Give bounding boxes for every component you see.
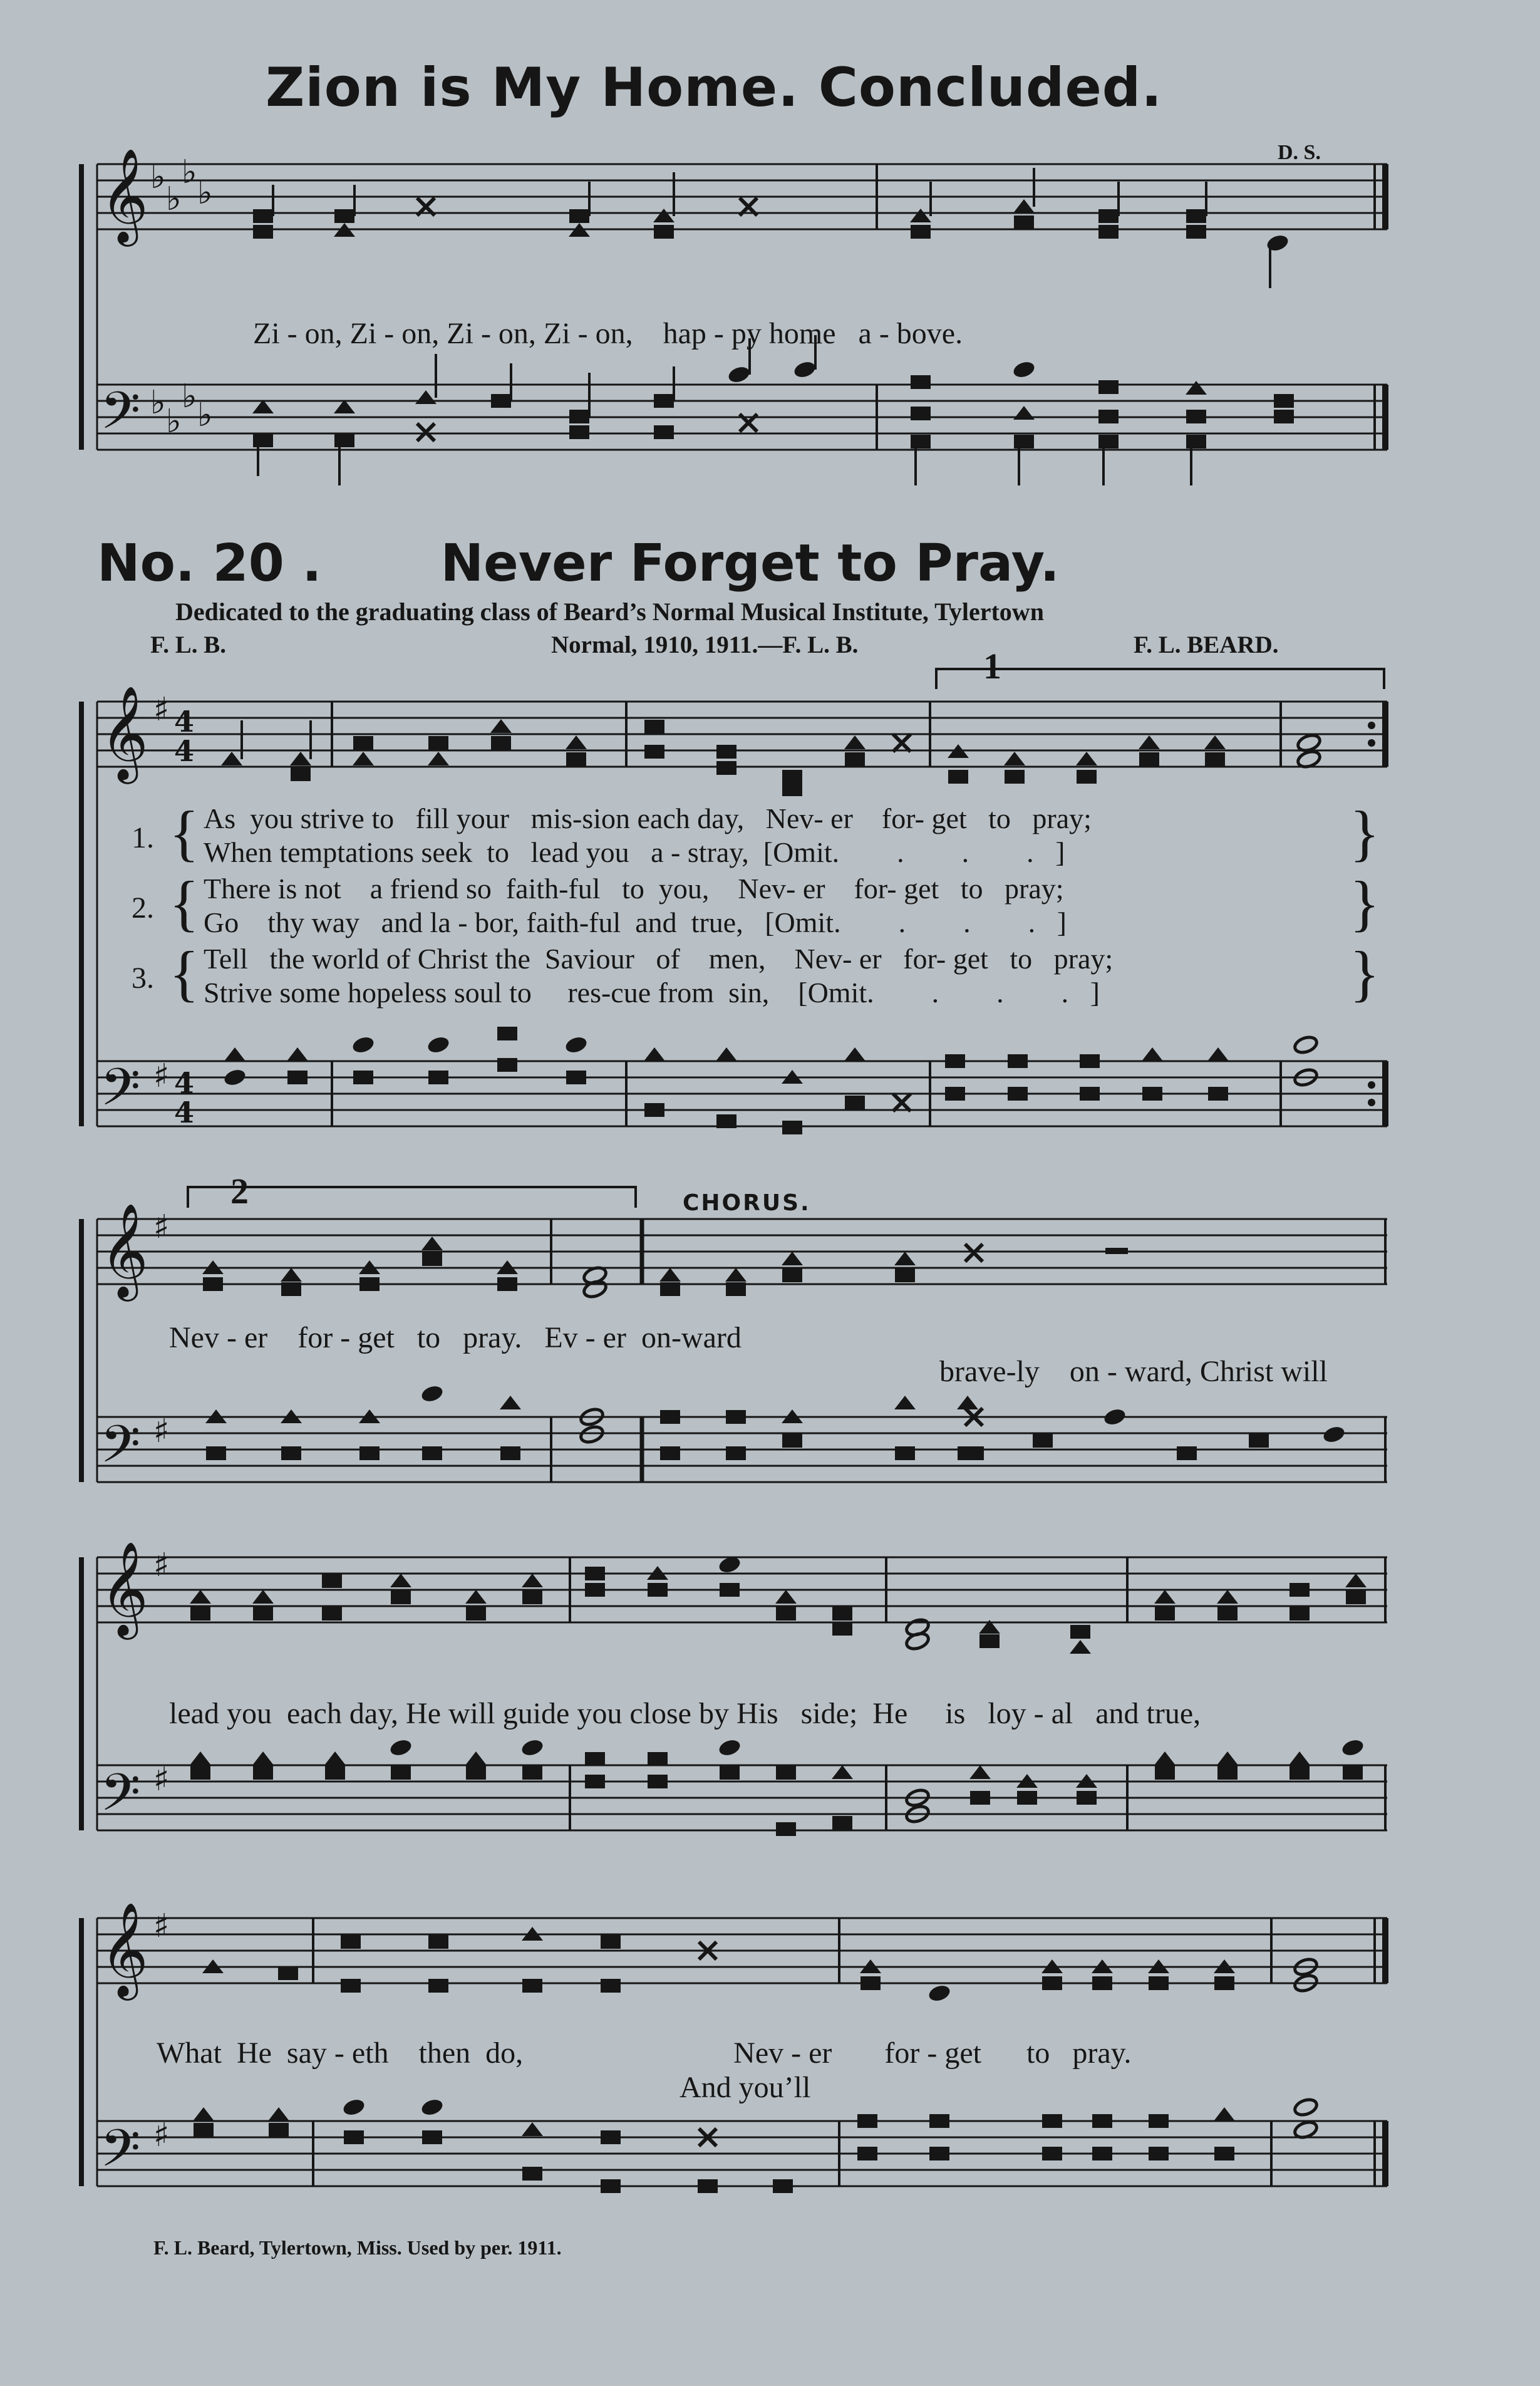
svg-text:♭: ♭	[166, 180, 182, 218]
chorus-label: CHORUS.	[683, 1190, 811, 1216]
sharp-icon: ♯	[153, 1761, 170, 1798]
svg-text:♭: ♭	[197, 397, 213, 434]
treble-clef-icon: 𝄞	[100, 1202, 148, 1297]
system2-bass-words: brave-ly on - ward, Christ will	[939, 1355, 1328, 1388]
sharp-icon: ♯	[153, 1547, 170, 1584]
system1-bass-notes	[222, 1027, 1318, 1134]
treble-clef-icon: 𝄞	[100, 1901, 148, 1996]
sharp-icon: ♯	[153, 1907, 170, 1945]
system3-treble-staff	[97, 1557, 1387, 1622]
hymn-heading	[97, 534, 1060, 593]
svg-text:♭: ♭	[182, 153, 197, 191]
system4-bass-words: And you’ll	[680, 2071, 811, 2104]
treble-clef-icon: 𝄞	[100, 147, 148, 242]
svg-text:♭: ♭	[150, 158, 166, 196]
treble-clef-icon: 𝄞	[100, 1540, 148, 1636]
sharp-icon: ♯	[153, 1208, 170, 1246]
system4-lyrics: What He say - eth then do, Nev - er for - get to pray.	[157, 2036, 1132, 2070]
ending-1-number: 1	[983, 646, 1001, 687]
hymn-title: Never Forget to Pray.	[440, 534, 1060, 593]
svg-text:4: 4	[174, 705, 195, 739]
svg-text:4: 4	[174, 1066, 195, 1100]
svg-text:4: 4	[174, 734, 195, 768]
system3-lyrics: lead you each day, He will guide you close by His side; He is loy - al and true,	[169, 1697, 1201, 1730]
bass-clef-icon: 𝄢	[100, 380, 141, 454]
ending-2-number: 2	[230, 1171, 249, 1211]
svg-text:♭: ♭	[150, 384, 166, 422]
system4-treble-notes	[202, 1927, 1319, 2003]
svg-text:♭: ♭	[166, 403, 182, 440]
system3-treble-notes	[190, 1555, 1367, 1654]
hymn-number: No. 20 .	[97, 534, 322, 593]
credit-middle: Normal, 1910, 1911.—F. L. B.	[551, 631, 859, 658]
system3-bass-notes	[190, 1738, 1365, 1836]
dedication: Dedicated to the graduating class of Beard’s Normal Musical Institute, Tylertown	[175, 598, 1044, 626]
footer-imprint: F. L. Beard, Tylertown, Miss. Used by per. 1911.	[153, 2236, 562, 2259]
sharp-icon: ♯	[153, 1413, 170, 1450]
page-title: Zion is My Home. Concluded.	[265, 56, 1163, 119]
bass-clef-icon: 𝄢	[100, 1762, 141, 1835]
zion-bass-notes	[252, 335, 1294, 485]
system4-bass-notes	[193, 2097, 1319, 2193]
sharp-icon: ♯	[153, 691, 170, 729]
system2-lyrics: Nev - er for - get to pray. Ev - er on-ward	[169, 1321, 742, 1354]
bass-clef-icon: 𝄢	[100, 1414, 141, 1487]
sharp-icon: ♯	[153, 1057, 170, 1095]
credit-left: F. L. B.	[150, 631, 227, 658]
system4-bass-staff	[97, 2121, 1387, 2186]
system1-treble-staff	[97, 702, 1387, 767]
ds-mark: D. S.	[1278, 141, 1321, 164]
svg-text:♭: ♭	[182, 378, 197, 415]
system3-bass-staff	[97, 1765, 1387, 1830]
zion-treble-notes	[253, 168, 1290, 288]
svg-text:♭: ♭	[197, 174, 213, 212]
svg-text:4: 4	[174, 1096, 195, 1129]
bass-clef-icon: 𝄢	[100, 1057, 141, 1130]
system1-treble-notes	[221, 719, 1322, 796]
zion-lyrics: Zi - on, Zi - on, Zi - on, Zi - on, hap - py home a - bove.	[253, 317, 963, 350]
credit-composer: F. L. BEARD.	[1134, 631, 1279, 658]
sharp-icon: ♯	[153, 2117, 170, 2154]
bass-clef-icon: 𝄢	[100, 2118, 141, 2191]
treble-clef-icon: 𝄞	[100, 685, 148, 780]
